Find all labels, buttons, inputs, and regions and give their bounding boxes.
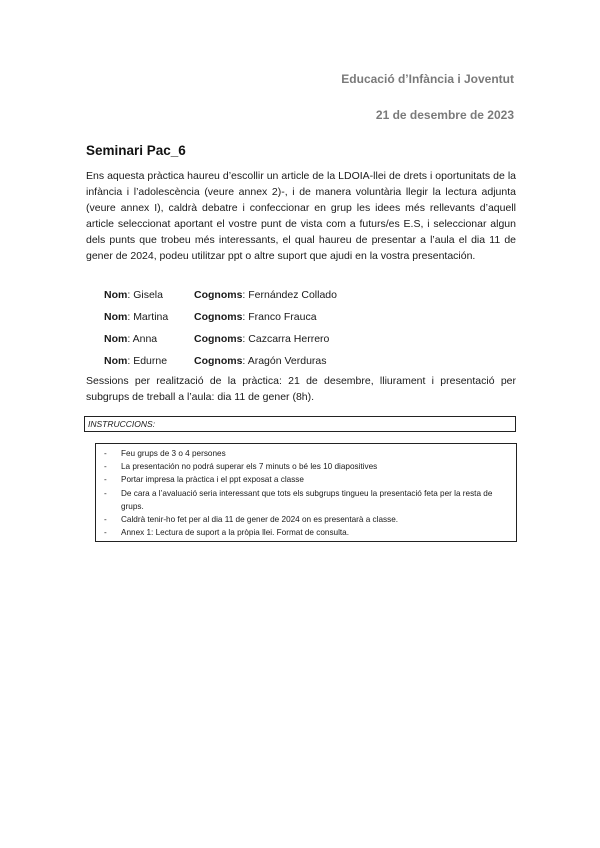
nom-label: Nom — [104, 311, 128, 323]
bullet-dash: - — [104, 515, 107, 525]
member-surname: Fernández Collado — [248, 289, 337, 301]
member-cognoms: Cognoms: Franco Frauca — [194, 311, 317, 323]
header-department: Educació d’Infància i Joventut — [341, 72, 514, 86]
document-title: Seminari Pac_6 — [86, 143, 186, 158]
instruction-text: Portar impresa la pràctica i el ppt exposat a classe — [121, 475, 304, 485]
member-row — [104, 350, 504, 372]
cognoms-label: Cognoms — [194, 355, 243, 367]
bullet-dash: - — [104, 449, 107, 458]
member-nom: Nom: Edurne — [104, 355, 168, 367]
member-row — [104, 328, 504, 350]
instructions-list — [104, 447, 512, 539]
bullet-dash: - — [104, 528, 107, 538]
member-cognoms: Cognoms: Cazcarra Herrero — [194, 333, 330, 345]
member-nom: Nom: Martina — [104, 311, 169, 323]
header-date: 21 de desembre de 2023 — [375, 108, 514, 122]
cognoms-label: Cognoms — [194, 333, 243, 345]
member-nom: Nom: Anna — [104, 333, 158, 345]
list-item — [104, 473, 512, 486]
member-row — [104, 306, 504, 328]
member-cognoms: Cognoms: Aragón Verduras — [194, 355, 327, 367]
bullet-dash: - — [104, 488, 107, 498]
instruction-text: De cara a l’avaluació seria interessant que tots els subgrups tingueu la presentació feta per la resta de grups. — [121, 488, 493, 511]
instruction-text: Caldrà tenir-ho fet per al dia 11 de gener de 2024 on es presentarà a classe. — [121, 515, 399, 525]
list-item — [104, 487, 512, 513]
instructions-heading-box — [84, 416, 516, 432]
cognoms-label: Cognoms — [194, 289, 243, 301]
nom-label: Nom — [104, 333, 128, 345]
instruction-text: Feu grups de 3 o 4 persones — [121, 449, 226, 458]
instruction-text: La presentación no podrá superar els 7 minuts o bé les 10 diapositives — [121, 462, 378, 472]
list-item — [104, 460, 512, 473]
member-cognoms: Cognoms: Fernández Collado — [194, 289, 337, 301]
intro-paragraph: Ens aquesta pràctica haureu d’escollir un article de la LDOIA-llei de drets i oportunitats de la infància i l’adolescència (veure annex 2)-, i de manera voluntària llegir la lectura adjunta (veure annex I), caldrà debatre i confeccionar en grup les idees més rellevants d’aquell article seleccionat aportant el vostre punt de vista com a futurs/es E.S, i seleccionar algun dels punts que trobeu més interessants, el qual haureu de presentar a l’aula el dia 11 de gener de 2024, podeu utilitzar ppt o altre suport que ajudi en la vostra presentación. — [86, 170, 516, 262]
member-surname: Franco Frauca — [248, 311, 317, 323]
member-first-name: Anna — [132, 333, 158, 345]
member-row — [104, 284, 504, 306]
group-members — [104, 284, 504, 372]
member-first-name: Edurne — [133, 355, 168, 367]
nom-label: Nom — [104, 289, 128, 301]
member-surname: Cazcarra Herrero — [248, 333, 330, 345]
member-surname: Aragón Verduras — [247, 355, 327, 367]
bullet-dash: - — [104, 475, 107, 485]
member-first-name: Martina — [133, 311, 169, 323]
instruction-text: Annex 1: Lectura de suport a la pròpia llei. Format de consulta. — [121, 528, 350, 538]
cognoms-label: Cognoms — [194, 311, 243, 323]
sessions-paragraph: Sessions per realització de la pràctica: 21 de desembre, lliurament i presentació per subgrups de treball a l’aula: dia 11 de gener (8h). — [86, 375, 516, 403]
nom-label: Nom — [104, 355, 128, 367]
list-item — [104, 447, 512, 460]
member-nom: Nom: Gisela — [104, 289, 163, 301]
bullet-dash: - — [104, 462, 107, 472]
list-item — [104, 513, 512, 526]
member-first-name: Gisela — [133, 289, 163, 301]
instructions-heading: INSTRUCCIONS: — [88, 419, 156, 429]
instructions-list-box — [95, 443, 517, 542]
list-item — [104, 526, 512, 539]
